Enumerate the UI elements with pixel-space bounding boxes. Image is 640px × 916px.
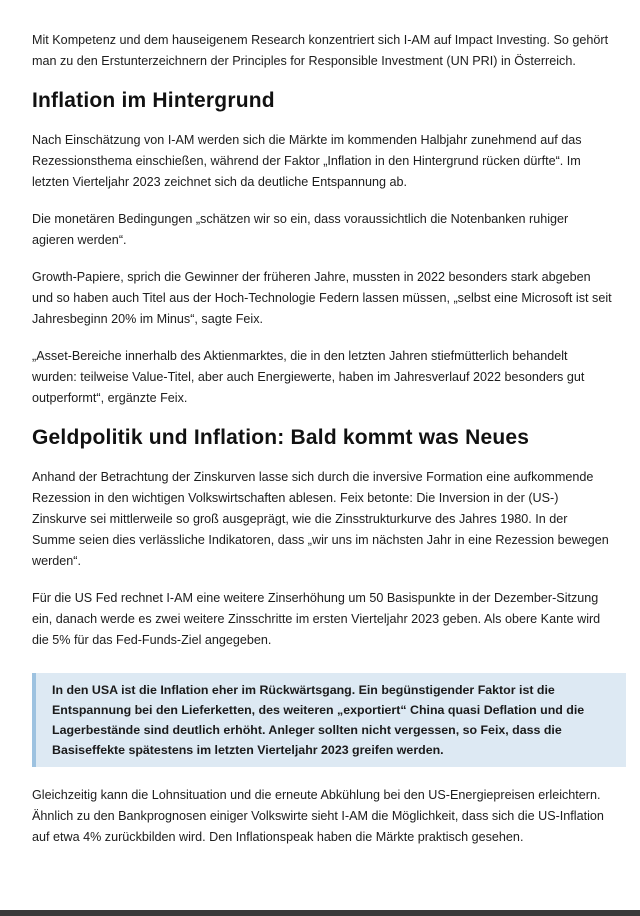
bottom-bar — [0, 910, 640, 916]
section-heading-inflation: Inflation im Hintergrund — [32, 89, 275, 112]
paragraph: Nach Einschätzung von I-AM werden sich die Märkte im kommenden Halbjahr zunehmend auf das Rezessionsthema einschießen, während der Faktor „Inflation in den Hintergrund rücken dürfte“. Im letzten Vierteljahr 2023 zeichnet sich da deutliche Entspannung ab. — [32, 133, 582, 189]
closing-paragraph: Gleichzeitig kann die Lohnsituation und die erneute Abkühlung bei den US-Energiepreisen erleichtern. Ähnlich zu den Bankprognosen einiger Volkswirte sieht I-AM die Möglichkeit, dass sich die US-Inflation auf etwa 4% zurückbilden wird. Den Inflationspeak haben die Märkte praktisch gesehen. — [32, 788, 604, 844]
intro-paragraph: Mit Kompetenz und dem hauseigenem Research konzentriert sich I-AM auf Impact Investing. So gehört man zu den Erstunterzeichnern der Principles for Responsible Investment (UN PRI) in Österreich. — [32, 33, 609, 68]
section-heading-geldpolitik: Geldpolitik und Inflation: Bald kommt was Neues — [32, 426, 530, 449]
paragraph: „Asset-Bereiche innerhalb des Aktienmarktes, die in den letzten Jahren stiefmütterlich behandelt wurden: teilweise Value-Titel, aber auch Energiewerte, haben im Jahresverlauf 2022 besonders gut outperformt“, ergänzte Feix. — [32, 349, 585, 405]
paragraph: Die monetären Bedingungen „schätzen wir so ein, dass voraussichtlich die Notenbanken ruhiger agieren werden“. — [32, 212, 569, 247]
callout-text: In den USA ist die Inflation eher im Rückwärtsgang. Ein begünstigender Faktor ist die Entspannung bei den Lieferketten, des weiteren „exportiert“ China quasi Deflation und die Lagerbestände sind deutlich erhöht. Anleger sollten nicht vergessen, so Feix, dass die Basiseffekte spätestens im letzten Vierteljahr 2023 greifen werden. — [52, 683, 585, 757]
highlight-callout — [32, 673, 626, 767]
paragraph: Growth-Papiere, sprich die Gewinner der früheren Jahre, mussten in 2022 besonders stark abgeben und so haben auch Titel aus der Hoch-Technologie Federn lassen müssen, „selbst eine Microsoft ist seit Jahresbeginn 20% im Minus“, sagte Feix. — [32, 270, 612, 326]
paragraph: Anhand der Betrachtung der Zinskurven lasse sich durch die inversive Formation eine aufkommende Rezession in den wichtigen Volkswirtschaften ablesen. Feix betonte: Die Inversion in der (US-) Zinskurve sei mittlerweile so groß ausgeprägt, wie die Zinsstrukturkurve des Jahres 1980. In der Summe seien dies verlässliche Indikatoren, dass „wir uns im nächsten Jahr in eine Rezession bewegen werden“. — [32, 470, 609, 568]
article-body — [32, 30, 612, 864]
paragraph: Für die US Fed rechnet I-AM eine weitere Zinserhöhung um 50 Basispunkte in der Dezember-Sitzung ein, danach werde es zwei weitere Zinsschritte im ersten Vierteljahr 2023 geben. Als obere Kante wird die 5% für das Fed-Funds-Ziel angegeben. — [32, 591, 601, 647]
